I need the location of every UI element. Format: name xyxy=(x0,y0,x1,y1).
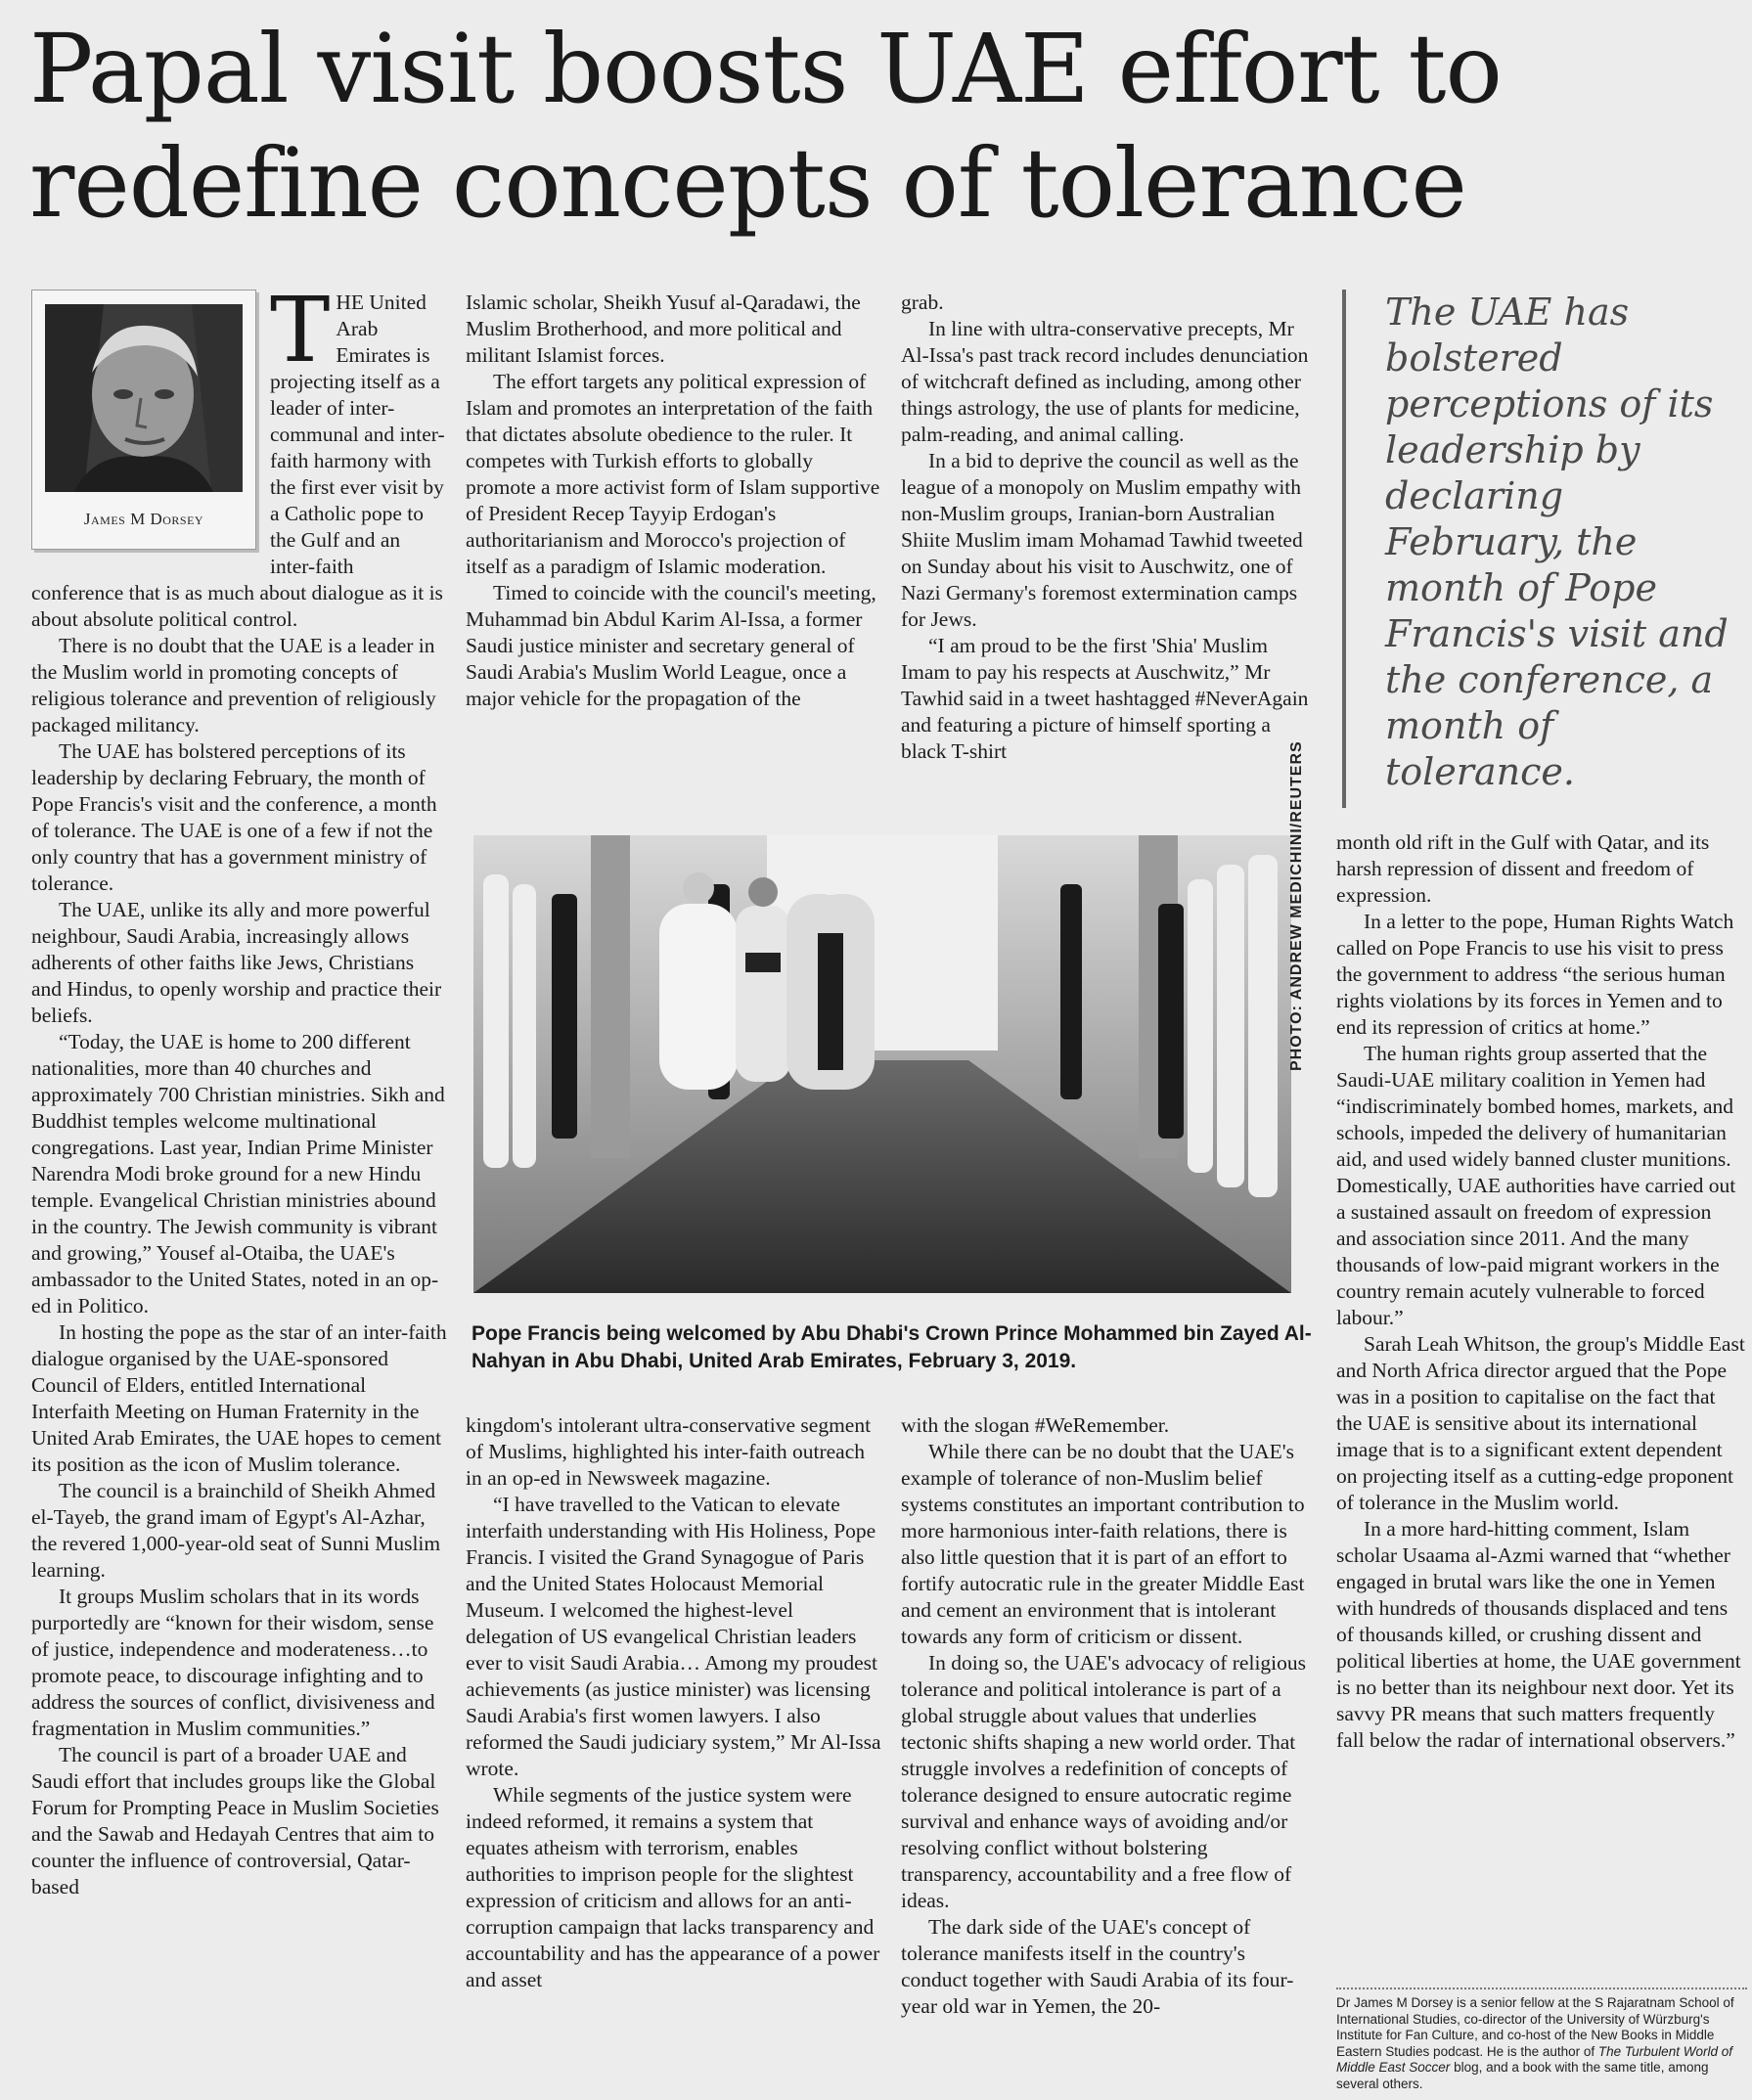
paragraph: In doing so, the UAE's advocacy of religious tolerance and political intolerance is part of a global struggle about values that underlies tectonic shifts shaping a new world order. That struggle involves a redefinition of concepts of tolerance designed to ensure autocratic regime survival and enhance ways of avoiding and/or resolving conflict without bolstering transparency, accountability and a free flow of ideas. xyxy=(901,1651,1307,1912)
paragraph: The dark side of the UAE's concept of tolerance manifests itself in the country's conduct together with Saudi Arabia of its four-year old war in Yemen, the 20- xyxy=(901,1915,1294,2018)
paragraph: In a bid to deprive the council as well as the league of a monopoly on Muslim empathy with non-Muslim groups, Iranian-born Australian Shiite Muslim imam Mohamad Tawhid tweeted on Sunday about his visit to Auschwitz, one of Nazi Germany's foremost extermination camps for Jews. xyxy=(901,449,1303,631)
paragraph: There is no doubt that the UAE is a leader in the Muslim world in promoting concepts of religious tolerance and prevention of religiously packaged militancy. xyxy=(31,634,436,737)
paragraph: While segments of the justice system were indeed reformed, it remains a system that equates atheism with terrorism, enables authorities to imprison people for the slightest expression of criticism and allows for an anti-corruption campaign that lacks transparency and accountability and has the appearance of a power and asset xyxy=(466,1783,880,1991)
paragraph: The effort targets any political expression of Islam and promotes an interpretation of the faith that dictates absolute obedience to the ruler. It competes with Turkish efforts to globally promote a more activist form of Islam supportive of President Recep Tayyip Erdogan's authoritarianism and Morocco's projection of itself as a paradigm of Islamic moderation. xyxy=(466,370,880,578)
author-photo xyxy=(45,304,243,492)
book-title: The Turbulent World of Middle East Soccer xyxy=(1336,2043,1732,2075)
paragraph: In a more hard-hitting comment, Islam scholar Usaama al-Azmi warned that “whether engaged in brutal wars like the one in Yemen with hundreds of thousands displaced and tens of thousands killed, or crushing dissent and political liberties at home, the UAE government is no better than its neighbour next door. Yet its savvy PR means that such matters frequently fall below the radar of international observers.” xyxy=(1336,1517,1741,1752)
paragraph: The UAE has bolstered perceptions of its leadership by declaring February, the month of Pope Francis's visit and the conference, a month of tolerance. The UAE is one of a few if not the only country that has a government ministry of tolerance. xyxy=(31,739,437,895)
paragraph: Sarah Leah Whitson, the group's Middle East and North Africa director argued that the Pope was in a position to capitalise on the fact that the UAE is sensitive about its international image that is to a significant extent dependent on projecting itself as a cutting-edge proponent of tolerance in the Muslim world. xyxy=(1336,1332,1745,1514)
photo-credit: PHOTO: ANDREW MEDICHINI/REUTERS xyxy=(1288,740,1305,1071)
paragraph: Islamic scholar, Sheikh Yusuf al-Qaradawi, the Muslim Brotherhood, and more political and militant Islamist forces. xyxy=(466,290,861,367)
article-column-2-bottom xyxy=(466,1412,881,2097)
paragraph: In a letter to the pope, Human Rights Watch called on Pope Francis to use his visit to press the government to address “the serious human rights violations by its forces in Yemen and to end its repression of critics at home.” xyxy=(1336,910,1734,1039)
paragraph: “I have travelled to the Vatican to elevate interfaith understanding with His Holiness, Pope Francis. I visited the Grand Synagogue of Paris and the United States Holocaust Memorial Museum. I welcomed the highest-level delegation of US evangelical Christian leaders ever to visit Saudi Arabia… Among my proudest achievements (as justice minister) was licensing Saudi Arabia's first women lawyers. I also reformed the Saudi judiciary system,” Mr Al-Issa wrote. xyxy=(466,1493,881,1780)
paragraph: It groups Muslim scholars that in its words purportedly are “known for their wisdom, sense of justice, independence and moderateness…to promote peace, to discourage infighting and to address the sources of conflict, divisiveness and fragmentation in Muslim communities.” xyxy=(31,1585,435,1740)
paragraph: grab. xyxy=(901,290,944,314)
paragraph: The human rights group asserted that the Saudi-UAE military coalition in Yemen had “indiscriminately bombed homes, markets, and schools, impeded the delivery of humanitarian aid, and used widely banned cluster munitions. Domestically, UAE authorities have carried out a sustained assault on freedom of expression and association since 2011. And the many thousands of low-paid migrant workers in the country remain acutely vulnerable to forced labour.” xyxy=(1336,1042,1736,1329)
author-box xyxy=(31,290,256,550)
paragraph: HE United Arab Emirates is projecting itself as a leader of inter-communal and inter-faith harmony with the first ever visit by a Catholic pope to the Gulf and an inter-faith conference that is as much about dialogue as it is about absolute political control. xyxy=(31,290,445,631)
news-photo-image xyxy=(473,835,1291,1293)
paragraph: The council is part of a broader UAE and Saudi effort that includes groups like the Global Forum for Prompting Peace in Muslim Societies and the Sawab and Hedayah Centres that aim to counter the influence of controversial, Qatar-based xyxy=(31,1743,439,1899)
author-bio-text-end: blog, and a book with the same title, among several others. xyxy=(1336,2060,1709,2091)
paragraph: The council is a brainchild of Sheikh Ahmed el-Tayeb, the grand imam of Egypt's Al-Azhar, the revered 1,000-year-old seat of Sunni Muslim learning. xyxy=(31,1479,441,1582)
author-bio xyxy=(1336,1988,1747,2097)
headline: Papal visit boosts UAE effort to redefine concepts of tolerance xyxy=(29,14,1502,239)
paragraph: kingdom's intolerant ultra-conservative segment of Muslims, highlighted his inter-faith outreach in an op-ed in Newsweek magazine. xyxy=(466,1413,872,1490)
paragraph: with the slogan #WeRemember. xyxy=(901,1413,1170,1437)
paragraph: “Today, the UAE is home to 200 different nationalities, more than 40 churches and approximately 700 Christian ministries. Sikh and Buddhist temples welcome multinational congregations. Last year, Indian Prime Minister Narendra Modi broke ground for a new Hindu temple. Evangelical Christian ministries abound in the country. The Jewish community is vibrant and growing,” Yousef al-Otaiba, the UAE's ambassador to the United States, noted in an op-ed in Politico. xyxy=(31,1030,445,1318)
article-column-3-top xyxy=(901,290,1317,816)
paragraph: While there can be no doubt that the UAE's example of tolerance of non-Muslim belief systems constitutes an important contribution to more harmonious inter-faith relations, there is also little question that it is part of an effort to fortify autocratic rule in the greater Middle East and cement an environment that is intolerant towards any form of criticism or dissent. xyxy=(901,1440,1305,1648)
photo-caption: Pope Francis being welcomed by Abu Dhabi's Crown Prince Mohammed bin Zayed Al-Nahyan in Abu Dhabi, United Arab Emirates, February 3, 2019. xyxy=(472,1322,1312,1372)
paragraph: Timed to coincide with the council's meeting, Muhammad bin Abdul Karim Al-Issa, a former Saudi justice minister and secretary general of Saudi Arabia's Muslim World League, once a major vehicle for the propagation of the xyxy=(466,581,876,710)
pull-quote: The UAE has bolstered perceptions of its leadership by declaring February, the month of Pope Francis's visit and the conference, a month of tolerance. xyxy=(1342,290,1733,808)
paragraph: In line with ultra-conservative precepts, Mr Al-Issa's past track record includes denunciation of witchcraft defined as including, among other things astrology, the use of plants for medicine, palm-reading, and animal calling. xyxy=(901,317,1309,446)
author-name: James M Dorsey xyxy=(83,510,204,528)
news-photo xyxy=(473,835,1291,1293)
article-column-4 xyxy=(1336,829,1745,1986)
article-column-1 xyxy=(31,290,447,2099)
paragraph: “I am proud to be the first 'Shia' Muslim Imam to pay his respects at Auschwitz,” Mr Tawhid said in a tweet hashtagged #NeverAgain and featuring a picture of himself sporting a black T-shirt xyxy=(901,634,1309,763)
paragraph: In hosting the pope as the star of an inter-faith dialogue organised by the UAE-sponsored Council of Elders, entitled International Interfaith Meeting on Human Fraternity in the United Arab Emirates, the UAE hopes to cement its position as the icon of Muslim tolerance. xyxy=(31,1320,447,1476)
paragraph: The UAE, unlike its ally and more powerful neighbour, Saudi Arabia, increasingly allows adherents of other faiths like Jews, Christians and Hindus, to openly worship and practice their beliefs. xyxy=(31,898,442,1027)
article-column-3-bottom xyxy=(901,1412,1317,2097)
drop-cap: T xyxy=(270,290,331,382)
article-column-2-top xyxy=(466,290,881,816)
paragraph: month old rift in the Gulf with Qatar, and its harsh repression of dissent and freedom of expression. xyxy=(1336,830,1710,907)
author-bio-text: Dr James M Dorsey is a senior fellow at the S Rajaratnam School of International Studies, co-director of the University of Würzburg's Institute for Fan Culture, and co-host of the New Books in Middle Eastern Studies podcast. He is the author of xyxy=(1336,1995,1734,2059)
